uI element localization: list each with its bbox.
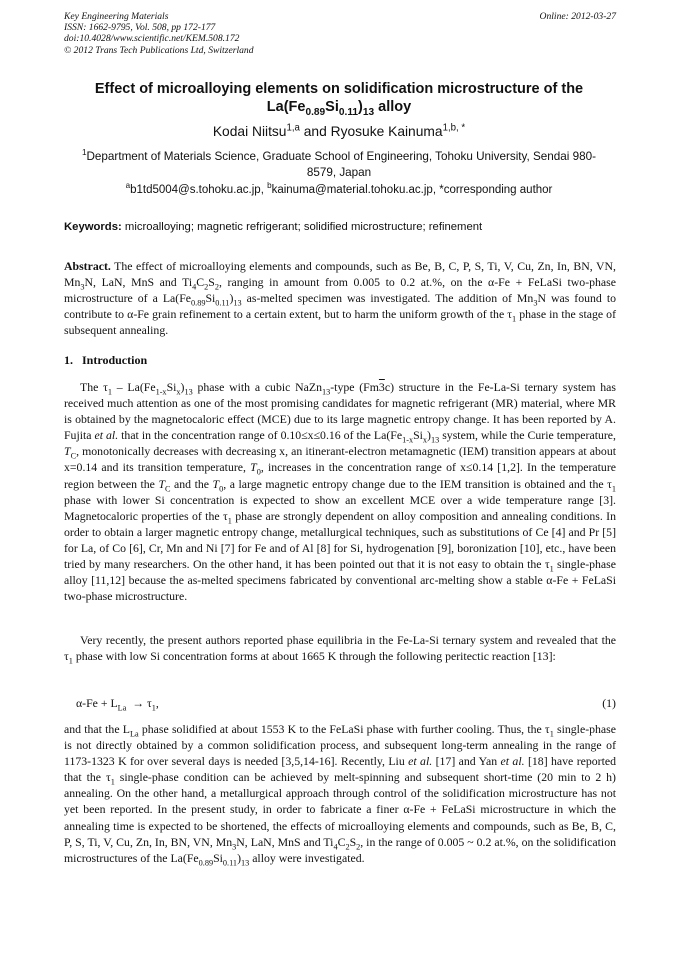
doi-line: doi:10.4028/www.scientific.net/KEM.508.172 — [64, 33, 240, 45]
abstract: Abstract. The effect of microalloying elements and compounds, such as Be, B, C, P, S, Ti, V, Cu, Zn, In, BN, VN, $Mn_3N$, LaN, MnS and $Ti_4C_2S_2$, ranging in amount from 0.005 to 0.2 at.%, on the α-Fe + FeLaSi two-phase microstructure of a $La(Fe_{0.89}Si_{0.11})_{13}$ as-melted specimen was investigated. The addition of $Mn_3N$ was found to contribute to α-Fe grain refinement to a certain extent, but to harm the uniform growth of the $\tau_1$ phase in the stage of subsequent annealing. — [64, 259, 617, 338]
author-2: Ryosuke Kainuma — [330, 124, 443, 139]
journal-header — [64, 11, 616, 56]
author-1: Kodai Niitsu — [212, 124, 287, 139]
equation-1: $\alpha-Fe + L_{La} \to \tau_1$, (1) — [76, 696, 616, 713]
affiliation: $^1$Department of Materials Science, Graduate School of Engineering, Tohoku University, Sendai 980-8579, Japan — [81, 148, 597, 179]
intro-paragraph-3: and that the $L_{La}$ phase solidified at about 1553 K to the FeLaSi phase with further cooling. Thus, the $\tau_1$ single-phase is not directly obtained by a common solidification process, and subsequent long-term annealing in the range of 1173-1323 K for over several days is needed [3,5,14-16]. Recently, Liu et al. [17] and Yan et al. [18] have reported that the $\tau_1$ single-phase condition can be achieved by melt-spinning and subsequent short-time (20 min to 2 h) annealing. On the other hand, a metallurgical approach through control of the solidification microstructure has not yet been reported. In the present study, in order to fabricate a finer α-Fe + FeLaSi microstructure in which the annealing time is expected to be shortened, the effects of microalloying elements and compounds, such as Be, B, C, P, S, Ti, V, Cu, Zn, In, BN, VN, $Mn_3N$, LaN, MnS and $Ti_4C_2S_2$, in the range of 0.005 ~ 0.2 at.%, on the solidification microstructures of the $La(Fe_{0.89}Si_{0.11})_{13}$ alloy were investigated. — [64, 722, 617, 868]
title-line-1: Effect of microalloying elements on solidification microstructure of the — [94, 81, 584, 97]
online-date: Online: 2012-03-27 — [539, 11, 616, 22]
section-heading-introduction: 1. Introduction — [64, 353, 148, 367]
email-b[interactable]: kainuma@material.tohoku.ac.jp, *corresponding author — [271, 184, 553, 196]
author-list: Kodai Niitsu$^{1,a}$ and Ryosuke Kainuma$^{1,b, *}$ — [212, 122, 466, 139]
intro-paragraph-1: The $\tau_1 - La(Fe_{1-x}Si_x)_{13}$ phase with a cubic NaZn$_{13}$-type (Fm3c) structure in the Fe-La-Si ternary system has received much attention as one of the most promising candidates for magnetic refrigerant (MR) material, where MR is obtained by the magnetocaloric effect (MCE) due to its large magnetic entropy change. It has been reported by A. Fujita et al. that in the concentration range of 0.10≤x≤0.16 of the $La(Fe_{1-x}Si_x)_{13}$ system, while the Curie temperature, $T_C$, monotonically decreases with decreasing x, an itinerant-electron metamagnetic (IEM) transition appears at about x=0.14 and its transition temperature, $T_0$, increases in the concentration range of x≤0.14 [1,2]. In the temperature region between the $T_C$ and the $T_0$, a large magnetic entropy change due to the IEM transition is obtained and the $\tau_1$ phase with lower Si concentration is expected to show an excellent MCE over a wide temperature range [3]. Magnetocaloric properties of the $\tau_1$ phase are strongly dependent on alloy composition and annealing conditions. In order to obtain a larger magnetic entropy change, metallurgical techniques, such as substitutions of Ce [4] and Pr [5] for La, of Co [6], Cr, Mn and Ni [7] for Fe and of Al [8] for Si, hydrogenation [9], boronization [10], etc., have been tried by many researchers. On the other hand, it has been pointed out that it is not easy to obtain the $\tau_1$ single-phase alloy [11,12] because the as-melted specimens fabricated by conventional arc-melting show a stable α-Fe + FeLaSi two-phase microstructure. — [64, 380, 616, 604]
intro-paragraph-2: Very recently, the present authors reported phase equilibria in the Fe-La-Si ternary system and revealed that the $\tau_1$ phase with low Si concentration forms at about 1665 K through the following peritectic reaction [13]: — [64, 633, 616, 666]
journal-name: Key Engineering Materials — [64, 11, 169, 22]
paper-title — [58, 80, 620, 116]
keywords-label: Keywords: — [64, 221, 122, 233]
copyright-line: © 2012 Trans Tech Publications Ltd, Switzerland — [64, 44, 254, 56]
abstract-label: Abstract. — [64, 259, 111, 273]
title-line-2: $La(Fe_{0.89}Si_{0.11})_{13}$ alloy — [266, 99, 412, 118]
keywords: Keywords: microalloying; magnetic refrigerant; solidified microstructure; refinement — [64, 221, 483, 233]
email-line: $^a$b1td5004@s.tohoku.ac.jp, $^b$kainuma@material.tohoku.ac.jp, *corresponding author — [125, 181, 553, 196]
email-a[interactable]: b1td5004@s.tohoku.ac.jp, — [130, 184, 268, 196]
equation-number: (1) — [602, 696, 616, 710]
issn-line: ISSN: 1662-9795, Vol. 508, pp 172-177 — [64, 22, 216, 34]
